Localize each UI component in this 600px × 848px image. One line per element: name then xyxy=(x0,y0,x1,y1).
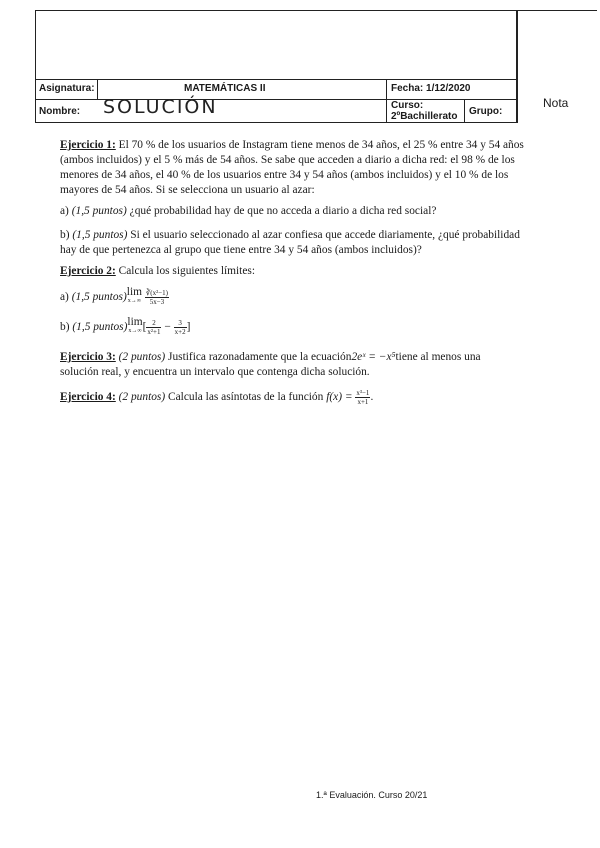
ej4-paragraph xyxy=(60,386,580,408)
fecha-label: Fecha: 1/12/2020 xyxy=(391,83,471,94)
ej1-b xyxy=(60,228,580,258)
nota-label: Nota xyxy=(543,96,569,110)
ej2-a-fraction xyxy=(145,289,169,306)
ej2-heading xyxy=(60,264,580,279)
grupo-label: Grupo: xyxy=(469,106,503,117)
ej1-a-points: (1,5 puntos) xyxy=(71,205,127,217)
ej1-text-l3: menores de 34 años, el 40 % de los usuarios entre 34 y 54 años (ambos incluidos) y el 10 % de los xyxy=(60,169,509,181)
header-right-divider xyxy=(517,10,518,123)
ej1-b-text-l2: hay de que pertenezca al grupo que tiene entre 34 y 54 años (ambos incluidos)? xyxy=(60,244,422,256)
ej2-text: Calcula los siguientes límites: xyxy=(118,265,255,277)
ej4-den: x+1 xyxy=(357,397,369,406)
nombre-label: Nombre: xyxy=(39,106,81,117)
ej2-b-frac2 xyxy=(174,319,187,336)
ej2-b-minus: − xyxy=(164,321,171,333)
ej1-b-points: (1,5 puntos) xyxy=(72,229,128,241)
ej1-text-l4: mayores de 54 años. Si se selecciona un usuario al azar: xyxy=(60,184,315,196)
header-col-label1 xyxy=(97,79,98,99)
ej4-end: . xyxy=(370,391,374,403)
ej2-b-label: b) xyxy=(60,321,70,333)
ej2-b-lim: lim xyxy=(127,316,143,329)
ej1-line1 xyxy=(60,138,580,153)
footer-text: 1.ª Evaluación. Curso 20/21 xyxy=(316,790,428,800)
ej2-a-points: (1,5 puntos) xyxy=(71,291,127,303)
ej3-points: (2 puntos) xyxy=(118,351,166,363)
ej3-text-b: tiene al menos una xyxy=(395,351,481,363)
ej1-a-label: a) xyxy=(60,205,69,217)
ej2-b xyxy=(60,316,580,338)
ej2-b-den1: x²+1 xyxy=(147,327,161,336)
ej2-a-label: a) xyxy=(60,291,69,303)
ej4-fraction xyxy=(355,389,370,406)
ej2-a xyxy=(60,286,580,308)
ej2-b-den2: x+2 xyxy=(174,327,186,336)
ej1-a xyxy=(60,204,580,219)
ej2-a-sub: x→∞ xyxy=(127,298,142,305)
ej1-text-l2: (ambos incluidos) y el 5 % más de 54 años. Se sabe que acceden a diario a dicha red: el 98 % de los xyxy=(60,154,515,166)
curso-value: 2ºBachillerato xyxy=(391,111,458,122)
ej4-fx: f(x) = xyxy=(326,391,353,403)
ej2-b-sub: x→∞ xyxy=(128,328,142,335)
ej1-b-line1 xyxy=(60,228,580,243)
ej1-text-l1: El 70 % de los usuarios de Instagram tiene menos de 34 años, el 25 % entre 34 y 54 años xyxy=(118,139,524,151)
ej2-a-lim: lim xyxy=(126,286,142,299)
header-row-top xyxy=(35,79,517,80)
ej1-b-label: b) xyxy=(60,229,70,241)
ej2-b-open: [ xyxy=(142,321,147,333)
ej2-title: Ejercicio 2: xyxy=(60,265,116,277)
ej3-text-a: Justifica razonadamente que la ecuación xyxy=(168,351,352,363)
header-right-top-line xyxy=(517,10,597,11)
asignatura-label: Asignatura: xyxy=(39,83,95,94)
ej2-b-num2: 3 xyxy=(174,319,187,328)
ej2-a-num: ∛(x²−1) xyxy=(145,288,169,297)
ej3-line1 xyxy=(60,350,580,365)
ej2-b-limit xyxy=(127,318,142,336)
ej1-a-text: ¿qué probabilidad hay de que no acceda a diario a dicha red social? xyxy=(129,205,437,217)
ej4-text: Calcula las asíntotas de la función xyxy=(168,391,324,403)
ej2-a-limit xyxy=(127,288,142,306)
asignatura-value: MATEMÁTICAS II xyxy=(184,83,266,94)
ej2-b-num1: 2 xyxy=(146,319,161,328)
ej4-points: (2 puntos) xyxy=(118,391,166,403)
ej2-b-close: ] xyxy=(186,321,191,333)
ej1-title: Ejercicio 1: xyxy=(60,139,116,151)
ej2-b-points: (1,5 puntos) xyxy=(72,321,128,333)
nombre-value: SOLUCIÓN xyxy=(103,96,218,118)
ej2-a-den: 5x−3 xyxy=(149,297,165,306)
ej1-b-text-l1: Si el usuario seleccionado al azar confiesa que accede diariamente, ¿qué probabilidad xyxy=(130,229,520,241)
ej4-title: Ejercicio 4: xyxy=(60,391,116,403)
ej3-text-l2: solución real, y encuentra un intervalo que contenga dicha solución. xyxy=(60,366,370,378)
ej2-b-frac1 xyxy=(146,319,161,336)
ej3-equation: 2eˣ = −x⁵ xyxy=(351,351,396,363)
ej3-paragraph xyxy=(60,350,580,380)
curso-label: Curso: xyxy=(391,100,424,111)
ej3-title: Ejercicio 3: xyxy=(60,351,116,363)
ej4-num: x³−1 xyxy=(356,388,370,397)
header-col-grupo xyxy=(464,99,465,123)
header-col-fecha xyxy=(386,79,387,123)
ej1-paragraph xyxy=(60,138,580,198)
